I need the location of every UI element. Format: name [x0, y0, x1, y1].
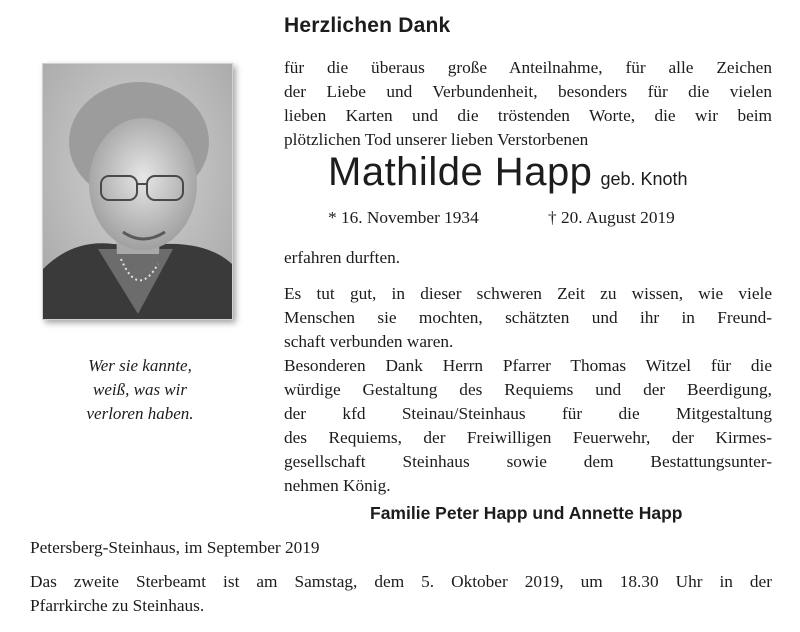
birth-date: * 16. November 1934 — [328, 208, 479, 227]
memorial-quote — [40, 354, 240, 426]
quote-line: weiß, was wir — [93, 380, 187, 399]
text-line: würdige Gestaltung des Requiems und der Beerdigung, — [284, 380, 772, 399]
text-line: plötzlichen Tod unserer lieben Verstorbenen — [284, 130, 589, 149]
intro-paragraph — [284, 56, 772, 152]
text-line: für die überaus große Anteilnahme, für alle Zeichen — [284, 58, 772, 77]
comfort-paragraph — [284, 282, 772, 354]
text-line: schaft verbunden waren. — [284, 332, 454, 351]
text-line: Das zweite Sterbeamt ist am Samstag, dem 5. Oktober 2019, um 18.30 Uhr in der — [30, 572, 772, 591]
after-name-text — [284, 246, 772, 270]
family-signature: Familie Peter Happ und Annette Happ — [370, 503, 683, 523]
text-line: nehmen König. — [284, 476, 391, 495]
portrait-photo — [42, 63, 233, 320]
text-line: lieben Karten und die tröstenden Worte, die wir beim — [284, 106, 772, 125]
text-line: Besonderen Dank Herrn Pfarrer Thomas Witzel für die — [284, 356, 772, 375]
text-line: der Liebe und Verbundenheit, besonders für die vielen — [284, 82, 772, 101]
text-line: erfahren durften. — [284, 248, 401, 267]
thanks-paragraph — [284, 354, 772, 498]
text-line: des Requiems, der Freiwilligen Feuerwehr, der Kirmes- — [284, 428, 772, 447]
place-date: Petersberg-Steinhaus, im September 2019 — [30, 538, 320, 557]
service-announcement — [30, 570, 772, 618]
text-line: gesellschaft Steinhaus sowie dem Bestattungsunter- — [284, 452, 772, 471]
text-line: Es tut gut, in dieser schweren Zeit zu wissen, wie viele — [284, 284, 772, 303]
death-date: † 20. August 2019 — [548, 208, 675, 227]
deceased-name: Mathilde Happ — [328, 150, 593, 194]
quote-line: Wer sie kannte, — [88, 356, 192, 375]
text-line: der kfd Steinau/Steinhaus für die Mitgestaltung — [284, 404, 772, 423]
text-line: Pfarrkirche zu Steinhaus. — [30, 596, 205, 615]
text-line: Menschen sie mochten, schätzten und ihr in Freund- — [284, 308, 772, 327]
deceased-name-line — [328, 150, 688, 195]
quote-line: verloren haben. — [86, 404, 194, 423]
birth-name: geb. Knoth — [600, 169, 688, 189]
portrait-image — [43, 64, 232, 319]
notice-heading: Herzlichen Dank — [284, 14, 451, 37]
